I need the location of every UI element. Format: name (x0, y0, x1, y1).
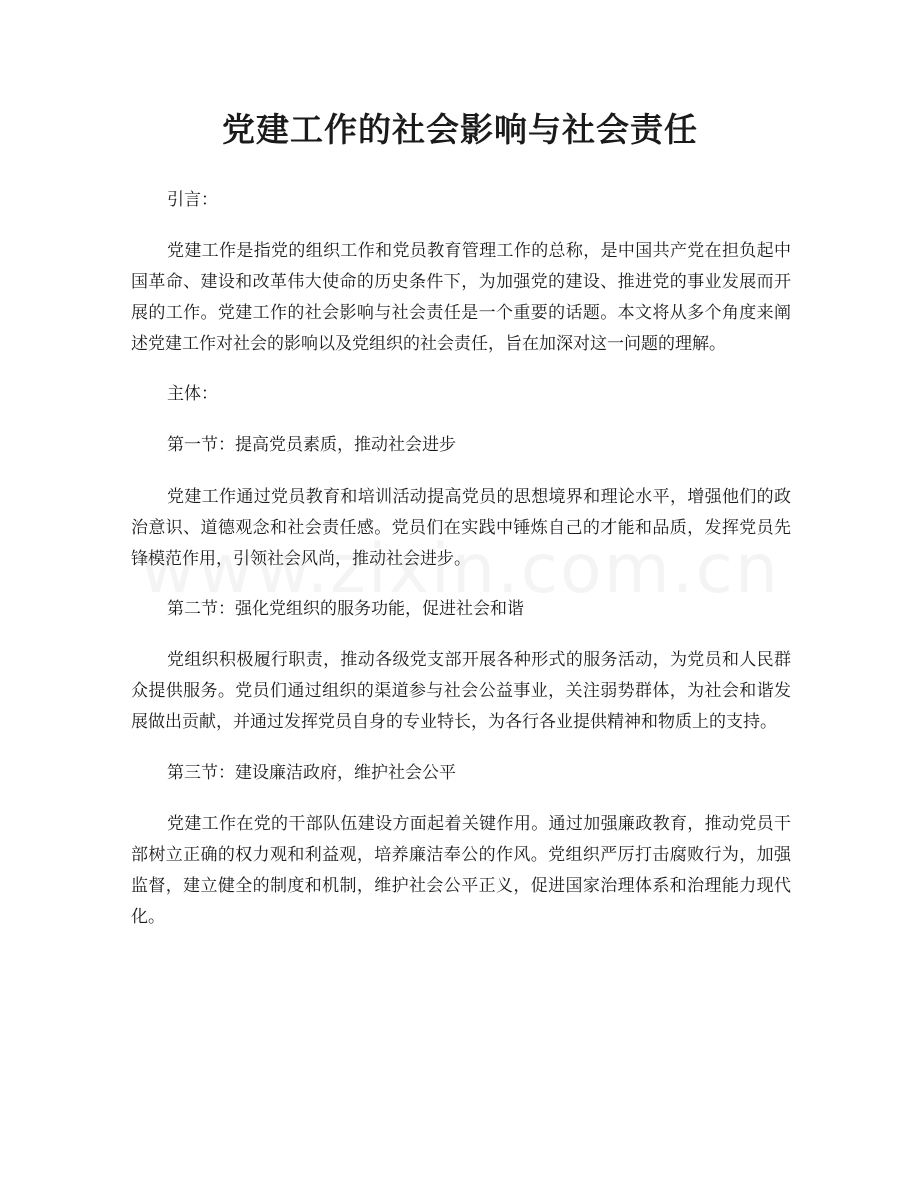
document-body (131, 180, 791, 933)
intro-paragraph: 党建工作是指党的组织工作和党员教育管理工作的总称，是中国共产党在担负起中国革命、建设和改革伟大使命的历史条件下，为加强党的建设、推进党的事业发展而开展的工作。党建工作的社会影响与社会责任是一个重要的话题。本文将从多个角度来阐述党建工作对社会的影响以及党组织的社会责任，旨在加深对这一问题的理解。 (131, 241, 791, 354)
intro-label: 引言： (167, 190, 218, 210)
section1-heading: 第一节：提高党员素质，推动社会进步 (167, 435, 456, 455)
section3-paragraph: 党建工作在党的干部队伍建设方面起着关键作用。通过加强廉政教育，推动党员干部树立正确的权力观和利益观，培养廉洁奉公的作风。党组织严厉打击腐败行为，加强监督，建立健全的制度和机制，维护社会公平正义，促进国家治理体系和治理能力现代化。 (131, 814, 791, 927)
section2-paragraph: 党组织积极履行职责，推动各级党支部开展各种形式的服务活动，为党员和人民群众提供服务。党员们通过组织的渠道参与社会公益事业，关注弱势群体，为社会和谐发展做出贡献，并通过发挥党员自身的专业特长，为各行各业提供精神和物质上的支持。 (131, 650, 791, 732)
section2-heading: 第二节：强化党组织的服务功能，促进社会和谐 (167, 599, 524, 619)
section1-paragraph: 党建工作通过党员教育和培训活动提高党员的思想境界和理论水平，增强他们的政治意识、道德观念和社会责任感。党员们在实践中锤炼自己的才能和品质，发挥党员先锋模范作用，引领社会风尚，推动社会进步。 (131, 487, 791, 569)
document-title: 党建工作的社会影响与社会责任 (222, 110, 698, 149)
main-label: 主体： (167, 384, 218, 404)
section3-heading: 第三节：建设廉洁政府，维护社会公平 (167, 763, 456, 783)
